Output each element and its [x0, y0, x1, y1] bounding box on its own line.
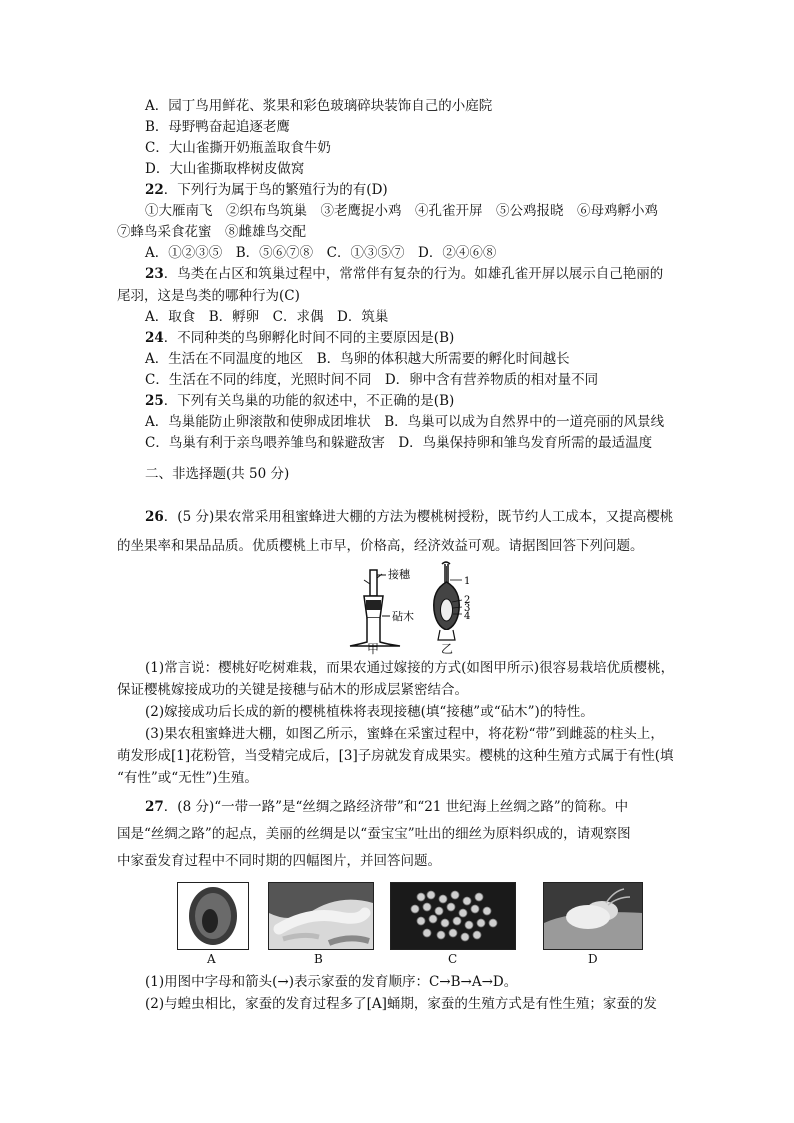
q22-stem: [145, 180, 388, 200]
q26-answer-3-line3: “有性”或“无性”)生殖。: [117, 770, 258, 786]
q26-answer-3-line1: (3)果农租蜜蜂进大棚，如图乙所示，蜜蜂在采蜜过程中，将花粉“带”到雌蕊的柱头上，: [145, 726, 664, 742]
q27-answer-1: (1)用图中字母和箭头(→)表示家蚕的发育顺序：C→B→A→D。: [145, 974, 518, 990]
scion-shape: [370, 570, 377, 596]
q24-stem: [145, 328, 454, 348]
q22-number: 22: [145, 182, 164, 198]
q26-answer-1-line1: (1)常言说：樱桃好吃树难栽，而果农通过嫁接的方式(如图甲所示)很容易栽培优质樱桃，: [145, 660, 675, 676]
q25-option-line2: C．鸟巢有利于亲鸟喂养雏鸟和躲避敌害 D．鸟巢保持卵和雏鸟发育所需的最适温度: [145, 435, 653, 451]
q25-option-line1: A．鸟巢能防止卵滚散和使卵成团堆状 B．鸟巢可以成为自然界中的一道亮丽的风景线: [145, 414, 665, 430]
caption-b: B: [314, 952, 323, 966]
q27-answer-2: (2)与蝗虫相比，家蚕的发育过程多了[A]蛹期，家蚕的生殖方式是有性生殖；家蚕的发: [145, 996, 657, 1012]
q23-stem-line2: 尾羽，这是鸟类的哪种行为(C): [117, 288, 300, 304]
figure-yi-caption: 乙: [441, 642, 454, 656]
caption-d: D: [588, 952, 598, 966]
ovule-shape: [441, 599, 453, 621]
q27-stem-line3: 中家蚕发育过程中不同时期的四幅图片，并回答问题。: [117, 853, 441, 869]
silkworm-eggs-photo: [390, 882, 516, 950]
pistil-label-1: 1: [464, 576, 471, 587]
q22-items-line2: ⑦蜂鸟采食花蜜 ⑧雌雄鸟交配: [117, 224, 306, 240]
pistil-label-2: 2: [464, 595, 471, 606]
q27-stem-line1: [145, 797, 628, 817]
q24-stem-text: ．不同种类的鸟卵孵化时间不同的主要原因是(B): [163, 330, 455, 346]
q25-stem: [145, 391, 454, 411]
q21-option-a: A．园丁鸟用鲜花、浆果和彩色玻璃碎块装饰自己的小庭院: [145, 98, 493, 114]
q24-option-line2: C．生活在不同的纬度，光照时间不同 D．卵中含有营养物质的相对量不同: [145, 372, 599, 388]
scion-label: 接穗: [388, 568, 410, 581]
q27-stem-line2: 国是“丝绸之路”的起点，美丽的丝绸是以“蚕宝宝”吐出的细丝为原料织成的，请观察图: [117, 826, 631, 842]
q26-number: 26: [145, 509, 164, 525]
q21-option-c: C．大山雀撕开奶瓶盖取食牛奶: [145, 140, 331, 156]
q23-stem-text: ．鸟类在占区和筑巢过程中，常常伴有复杂的行为。如雄孔雀开屏以展示自己艳丽的: [163, 266, 664, 282]
q23-stem-line1: [145, 264, 663, 284]
q26-stem-line1: [145, 507, 673, 527]
q24-option-line1: A．生活在不同温度的地区 B．鸟卵的体积越大所需要的孵化时间越长: [145, 351, 570, 367]
silkworm-moth-photo: [543, 882, 643, 950]
silkworm-pupa-photo: [177, 882, 249, 950]
q22-stem-text: ．下列行为属于鸟的繁殖行为的有(D): [163, 182, 388, 198]
q21-option-b: B．母野鸭奋起追逐老鹰: [145, 119, 290, 135]
figure-jia-caption-text: 甲: [367, 642, 380, 656]
q25-stem-text: ．下列有关鸟巢的功能的叙述中，不正确的是(B): [163, 393, 455, 409]
stock-label: 砧木: [392, 610, 414, 623]
q23-number: 23: [145, 266, 164, 282]
grafting-diagram: [340, 564, 430, 652]
q26-stem-line2: 的坐果率和果品品质。优质樱桃上市早，价格高，经济效益可观。请据图回答下列问题。: [117, 538, 644, 554]
binding-wrap: [366, 600, 381, 610]
q21-option-d: D．大山雀撕取桦树皮做窝: [145, 161, 305, 177]
q22-options: A．①②③⑤ B．⑤⑥⑦⑧ C．①③⑤⑦ D．②④⑥⑧: [145, 245, 497, 261]
q25-number: 25: [145, 393, 164, 409]
q27-number: 27: [145, 799, 164, 815]
q26-stem-text: ．(5 分)果农常采用租蜜蜂进大棚的方法为樱桃树授粉，既节约人工成本，又提高樱桃: [163, 509, 674, 525]
silkworm-larva-photo: [268, 882, 374, 950]
section-heading: 二、非选择题(共 50 分): [145, 466, 290, 482]
q26-answer-1-line2: 保证樱桃嫁接成功的关键是接穗与砧木的形成层紧密结合。: [117, 682, 468, 698]
q24-number: 24: [145, 330, 164, 346]
pistil-diagram: [428, 560, 484, 644]
q26-answer-3-line2: 萌发形成[1]花粉管，当受精完成后，[3]子房就发育成果实。樱桃的这种生殖方式属于有性(填: [117, 748, 674, 764]
q23-options: A．取食 B．孵卵 C．求偶 D．筑巢: [145, 309, 389, 325]
q26-answer-2: (2)嫁接成功后长成的新的樱桃植株将表现接穗(填“接穗”或“砧木”)的特性。: [145, 704, 594, 720]
pistil-label-4: 4: [464, 611, 471, 622]
q27-stem-text: ．(8 分)“一带一路”是“丝绸之路经济带”和“21 世纪海上丝绸之路”的简称。中: [163, 799, 629, 815]
caption-a: A: [207, 952, 216, 966]
pistil-label-3: 3: [464, 603, 471, 614]
q22-items-line1: ①大雁南飞 ②织布鸟筑巢 ③老鹰捉小鸡 ④孔雀开屏 ⑤公鸡报晓 ⑥母鸡孵小鸡: [145, 203, 658, 219]
caption-c: C: [448, 952, 458, 966]
